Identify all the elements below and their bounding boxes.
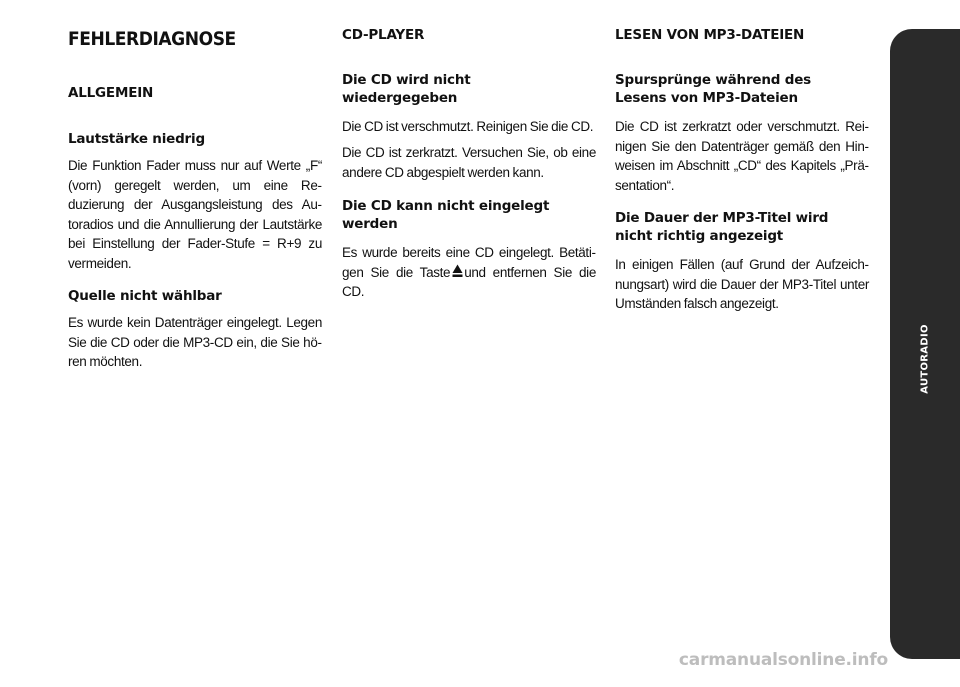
heading-quelle-nicht-waehlbar: Quelle nicht wählbar <box>68 288 222 304</box>
text-before-icon: Es wurde bereits eine CD eingelegt. Betätigen Sie die Taste <box>342 245 596 280</box>
text-cd-zerkratzt: Die CD ist zerkratzt. Versuchen Sie, ob eine andere CD abgespielt werden kann. <box>342 145 596 180</box>
text-cd-bereits-eingelegt <box>342 243 596 302</box>
watermark: carmanualsonline.info <box>678 650 888 670</box>
section-heading-mp3: LESEN VON MP3-DATEIEN <box>615 27 805 43</box>
page-number: 277 <box>886 663 929 687</box>
heading-cd-nicht-wiedergegeben-line2: wiedergegeben <box>342 90 458 106</box>
chapter-side-tab <box>886 29 960 687</box>
heading-spurspruenge-line2: Lesens von MP3-Dateien <box>615 90 798 106</box>
text-dauer-mp3: In einigen Fällen (auf Grund der Aufzeichnungsart) wird die Dauer der MP3-Titel unter Umständen falsch angezeigt. <box>615 257 869 311</box>
section-heading-allgemein: ALLGEMEIN <box>68 85 154 101</box>
heading-cd-nicht-wiedergegeben-line1: Die CD wird nicht <box>342 72 471 88</box>
section-heading-cd-player: CD-PLAYER <box>342 27 425 43</box>
text-lautstaerke-niedrig: Die Funktion Fader muss nur auf Werte „F“ (vorn) geregelt werden, um eine Reduzierung der Ausgangsleistung des Autoradios und die Annullierung der Lautstärke bei Einstellung der Fader-Stufe = R+9 zu vermeiden. <box>68 158 322 271</box>
eject-icon <box>452 264 463 278</box>
text-quelle-nicht-waehlbar: Es wurde kein Datenträger eingelegt. Legen Sie die CD oder die MP3-CD ein, die Sie hören möchten. <box>68 315 322 369</box>
chapter-label: AUTORADIO <box>919 324 931 394</box>
text-after-icon: und entfernen Sie die CD. <box>342 264 596 299</box>
heading-spurspruenge-line1: Spursprünge während des <box>615 72 811 88</box>
heading-lautstaerke-niedrig: Lautstärke niedrig <box>68 131 205 147</box>
heading-dauer-mp3-line2: nicht richtig angezeigt <box>615 228 784 244</box>
page-title: FEHLERDIAGNOSE <box>68 28 236 50</box>
heading-cd-nicht-eingelegt-line2: werden <box>342 216 398 232</box>
text-spurspruenge: Die CD ist zerkratzt oder verschmutzt. Reinigen Sie den Datenträger gemäß den Hinweisen im Abschnitt „CD“ des Kapitels „Präsentation“. <box>615 119 869 193</box>
text-cd-verschmutzt: Die CD ist verschmutzt. Reinigen Sie die CD. <box>342 119 594 134</box>
heading-dauer-mp3-line1: Die Dauer der MP3-Titel wird <box>615 210 829 226</box>
heading-cd-nicht-eingelegt-line1: Die CD kann nicht eingelegt <box>342 198 550 214</box>
